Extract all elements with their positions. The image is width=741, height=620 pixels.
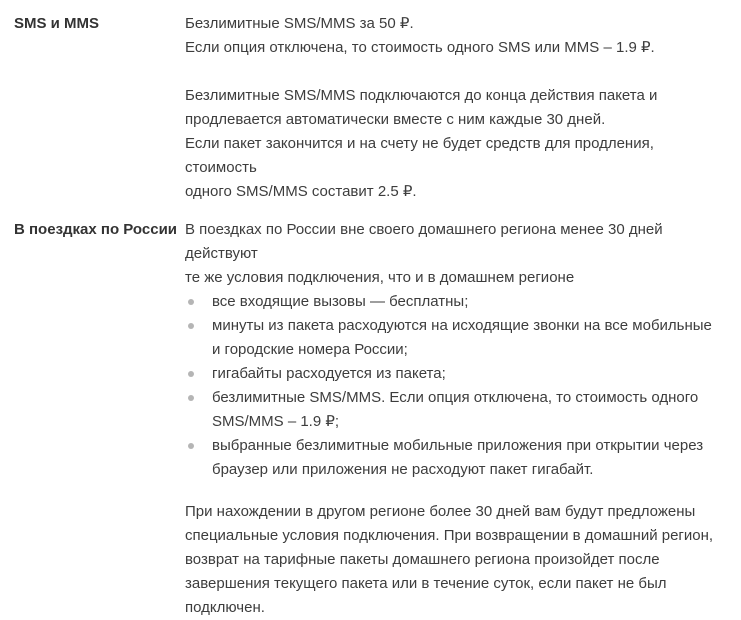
paragraph-sms-renewal: Безлимитные SMS/MMS подключаются до конца действия пакета и продлевается автоматически вместе с ним каждые 30 дней. Если пакет закончится и на счету не будет средств для продления, стоимость одного SMS/MMS составит 2.5 ₽. xyxy=(185,87,658,200)
section-sms-mms xyxy=(14,12,729,204)
bullet-icon xyxy=(188,443,194,449)
list-item xyxy=(185,434,729,482)
list-item xyxy=(185,362,729,386)
bullet-icon xyxy=(188,395,194,401)
bullet-icon xyxy=(188,371,194,377)
list-item-text: выбранные безлимитные мобильные приложения при открытии через браузер или приложения не расходуют пакет гигабайт. xyxy=(212,437,704,478)
list-item-text: минуты из пакета расходуются на исходящие звонки на все мобильные и городские номера России; xyxy=(212,317,712,358)
travel-conditions-list xyxy=(185,290,729,482)
section-label: SMS и MMS xyxy=(14,15,100,32)
bullet-icon xyxy=(188,299,194,305)
section-label: В поездках по России xyxy=(14,221,178,238)
paragraph-sms-pricing: Безлимитные SMS/MMS за 50 ₽. Если опция отключена, то стоимость одного SMS или MMS – 1.9 ₽. xyxy=(185,15,655,56)
list-item-text: все входящие вызовы — бесплатны; xyxy=(212,293,469,310)
section-travel-russia xyxy=(14,218,729,620)
paragraph-travel-outro: При нахождении в другом регионе более 30 дней вам будут предложены специальные условия подключения. При возвращении в домашний регион, возврат на тарифные пакеты домашнего региона произойдет после завершения текущего пакета или в течение суток, если пакет не был подключен. xyxy=(185,503,714,616)
list-item xyxy=(185,314,729,362)
list-item-text: гигабайты расходуется из пакета; xyxy=(212,365,446,382)
list-item xyxy=(185,290,729,314)
list-item-text: безлимитные SMS/MMS. Если опция отключена, то стоимость одного SMS/MMS – 1.9 ₽; xyxy=(212,389,699,430)
section-content xyxy=(185,218,729,620)
section-content xyxy=(185,12,729,204)
paragraph-travel-intro: В поездках по России вне своего домашнего региона менее 30 дней действуют те же условия подключения, что и в домашнем регионе xyxy=(185,221,663,286)
bullet-icon xyxy=(188,323,194,329)
list-item xyxy=(185,386,729,434)
